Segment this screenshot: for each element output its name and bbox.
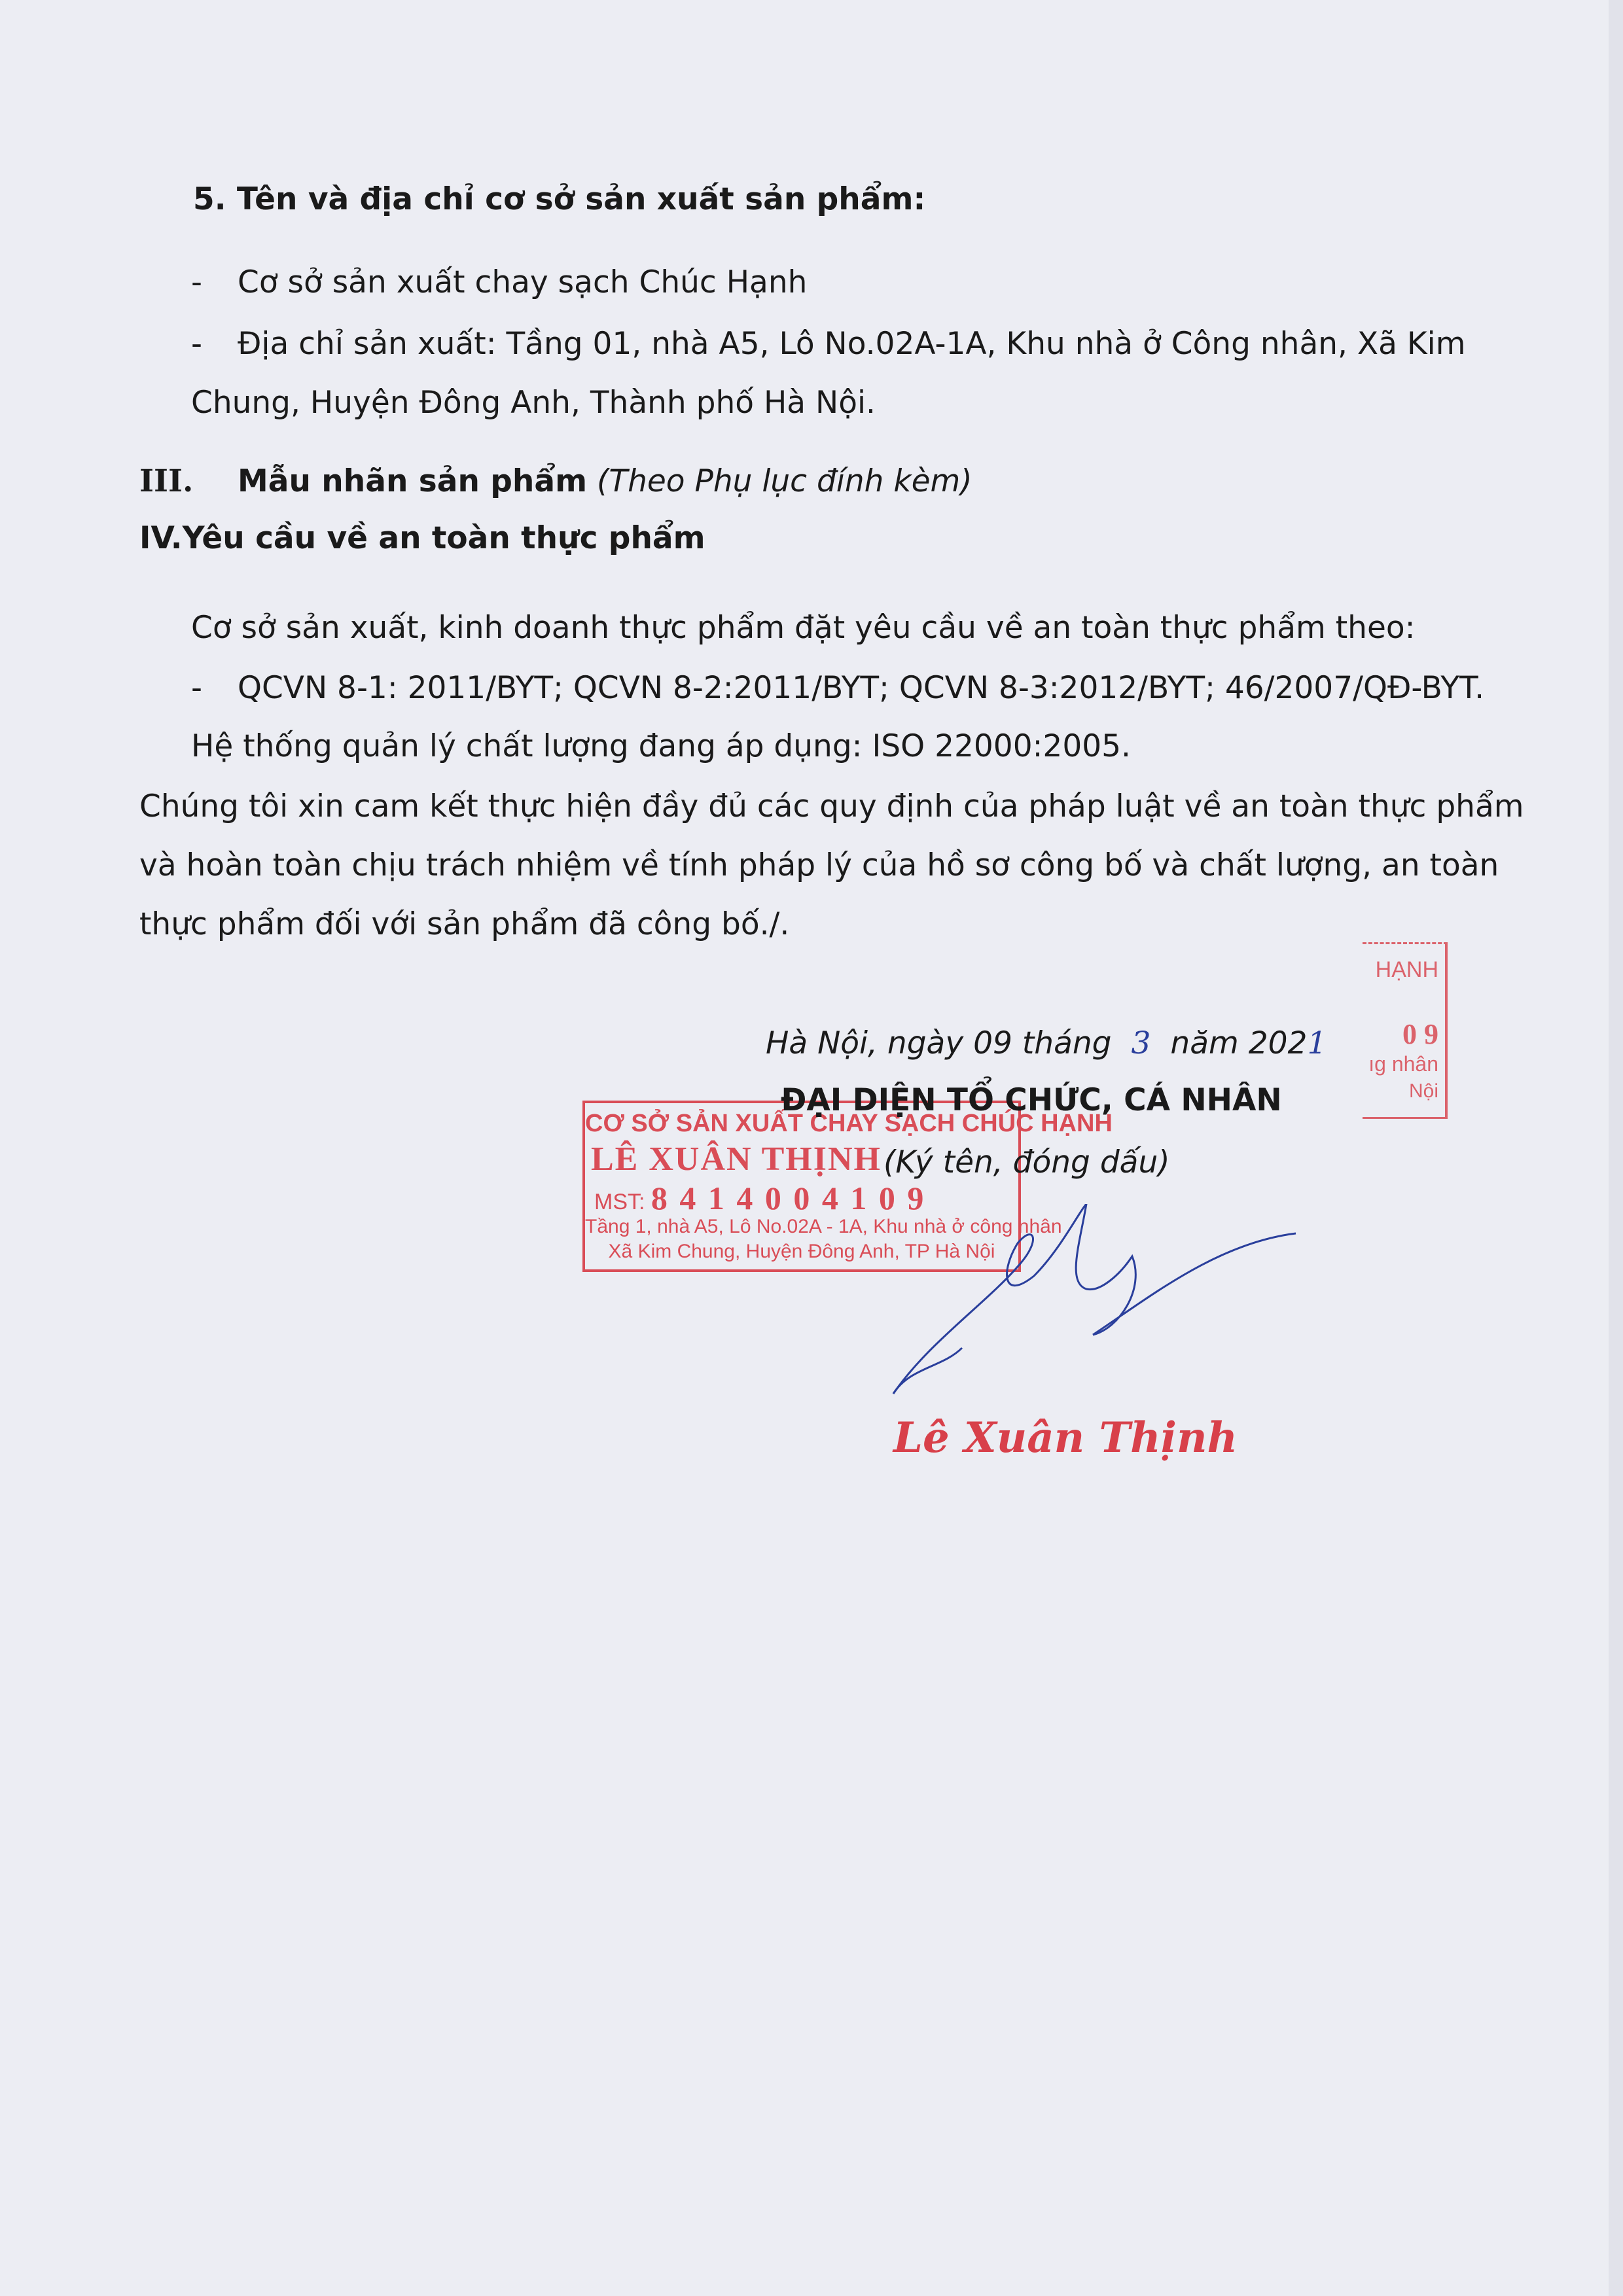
partial-stamp-line-3: ıg nhân (1368, 1052, 1438, 1076)
applicable-standards: QCVN 8-1: 2011/BYT; QCVN 8-2:2011/BYT; QCVN 8-3:2012/BYT; 46/2007/QĐ-BYT. (238, 670, 1485, 706)
handwritten-year-digit: 1 (1307, 1025, 1327, 1061)
section-3-title: Mẫu nhãn sản phẩm (238, 463, 588, 499)
bullet-dash: - (191, 670, 202, 706)
section-5-heading: 5. Tên và địa chỉ cơ sở sản xuất sản phẩm: (193, 181, 926, 217)
production-facility-name: Cơ sở sản xuất chay sạch Chúc Hạnh (238, 264, 808, 300)
partial-stamp-line-1: HẠNH (1375, 957, 1438, 982)
stamp-address-line-2: Xã Kim Chung, Huyện Đông Anh, TP Hà Nội (608, 1241, 995, 1262)
commitment-line-3: thực phẩm đối với sản phẩm đã công bố./. (139, 906, 790, 942)
commitment-line-2: và hoàn toàn chịu trách nhiệm về tính pháp lý của hồ sơ công bố và chất lượng, an toàn (139, 847, 1499, 883)
section-3-number: III. (139, 463, 194, 499)
production-address-line-1: Địa chỉ sản xuất: Tầng 01, nhà A5, Lô No.02A-1A, Khu nhà ở Công nhân, Xã Kim (238, 326, 1466, 362)
section-3-note: (Theo Phụ lục đính kèm) (597, 463, 972, 499)
section-3-line (238, 462, 972, 501)
section-4-title: IV.Yêu cầu về an toàn thực phẩm (139, 520, 705, 556)
handwritten-signature (870, 1204, 1315, 1426)
bullet-dash: - (191, 326, 202, 362)
stamp-owner-name: LÊ XUÂN THỊNH (590, 1140, 882, 1178)
handwritten-month: 3 (1131, 1025, 1151, 1061)
date-mid: năm 202 (1170, 1025, 1308, 1061)
date-prefix: Hà Nội, ngày 09 tháng (766, 1025, 1112, 1061)
commitment-line-1: Chúng tôi xin cam kết thực hiện đầy đủ các quy định của pháp luật về an toàn thực phẩm (139, 788, 1524, 824)
stamp-tax-number: 8 4 1 4 0 0 4 1 0 9 (651, 1180, 926, 1216)
signer-name: Lê Xuân Thịnh (893, 1413, 1238, 1462)
signing-date (766, 1024, 1327, 1063)
stamp-tax-label: MST: (594, 1190, 645, 1214)
page-edge (1609, 0, 1623, 2296)
safety-requirements-intro: Cơ sở sản xuất, kinh doanh thực phẩm đặt yêu cầu về an toàn thực phẩm theo: (191, 610, 1416, 646)
production-address-line-2: Chung, Huyện Đông Anh, Thành phố Hà Nội. (191, 385, 876, 421)
bullet-dash: - (191, 264, 202, 300)
quality-management-system: Hệ thống quản lý chất lượng đang áp dụng: ISO 22000:2005. (191, 728, 1131, 764)
partial-stamp-line-4: Nội (1408, 1080, 1438, 1102)
stamp-address-line-1: Tầng 1, nhà A5, Lô No.02A - 1A, Khu nhà ở công nhân (585, 1216, 1062, 1237)
sign-and-seal-note: (Ký tên, đóng dấu) (883, 1144, 1170, 1180)
partial-stamp-line-2: 0 9 (1402, 1018, 1438, 1050)
stamp-company-name: CƠ SỞ SẢN XUẤT CHAY SẠCH CHÚC HẠNH (585, 1110, 1113, 1137)
representative-title: ĐẠI DIỆN TỔ CHỨC, CÁ NHÂN (781, 1082, 1282, 1118)
partial-stamp (1363, 942, 1448, 1119)
